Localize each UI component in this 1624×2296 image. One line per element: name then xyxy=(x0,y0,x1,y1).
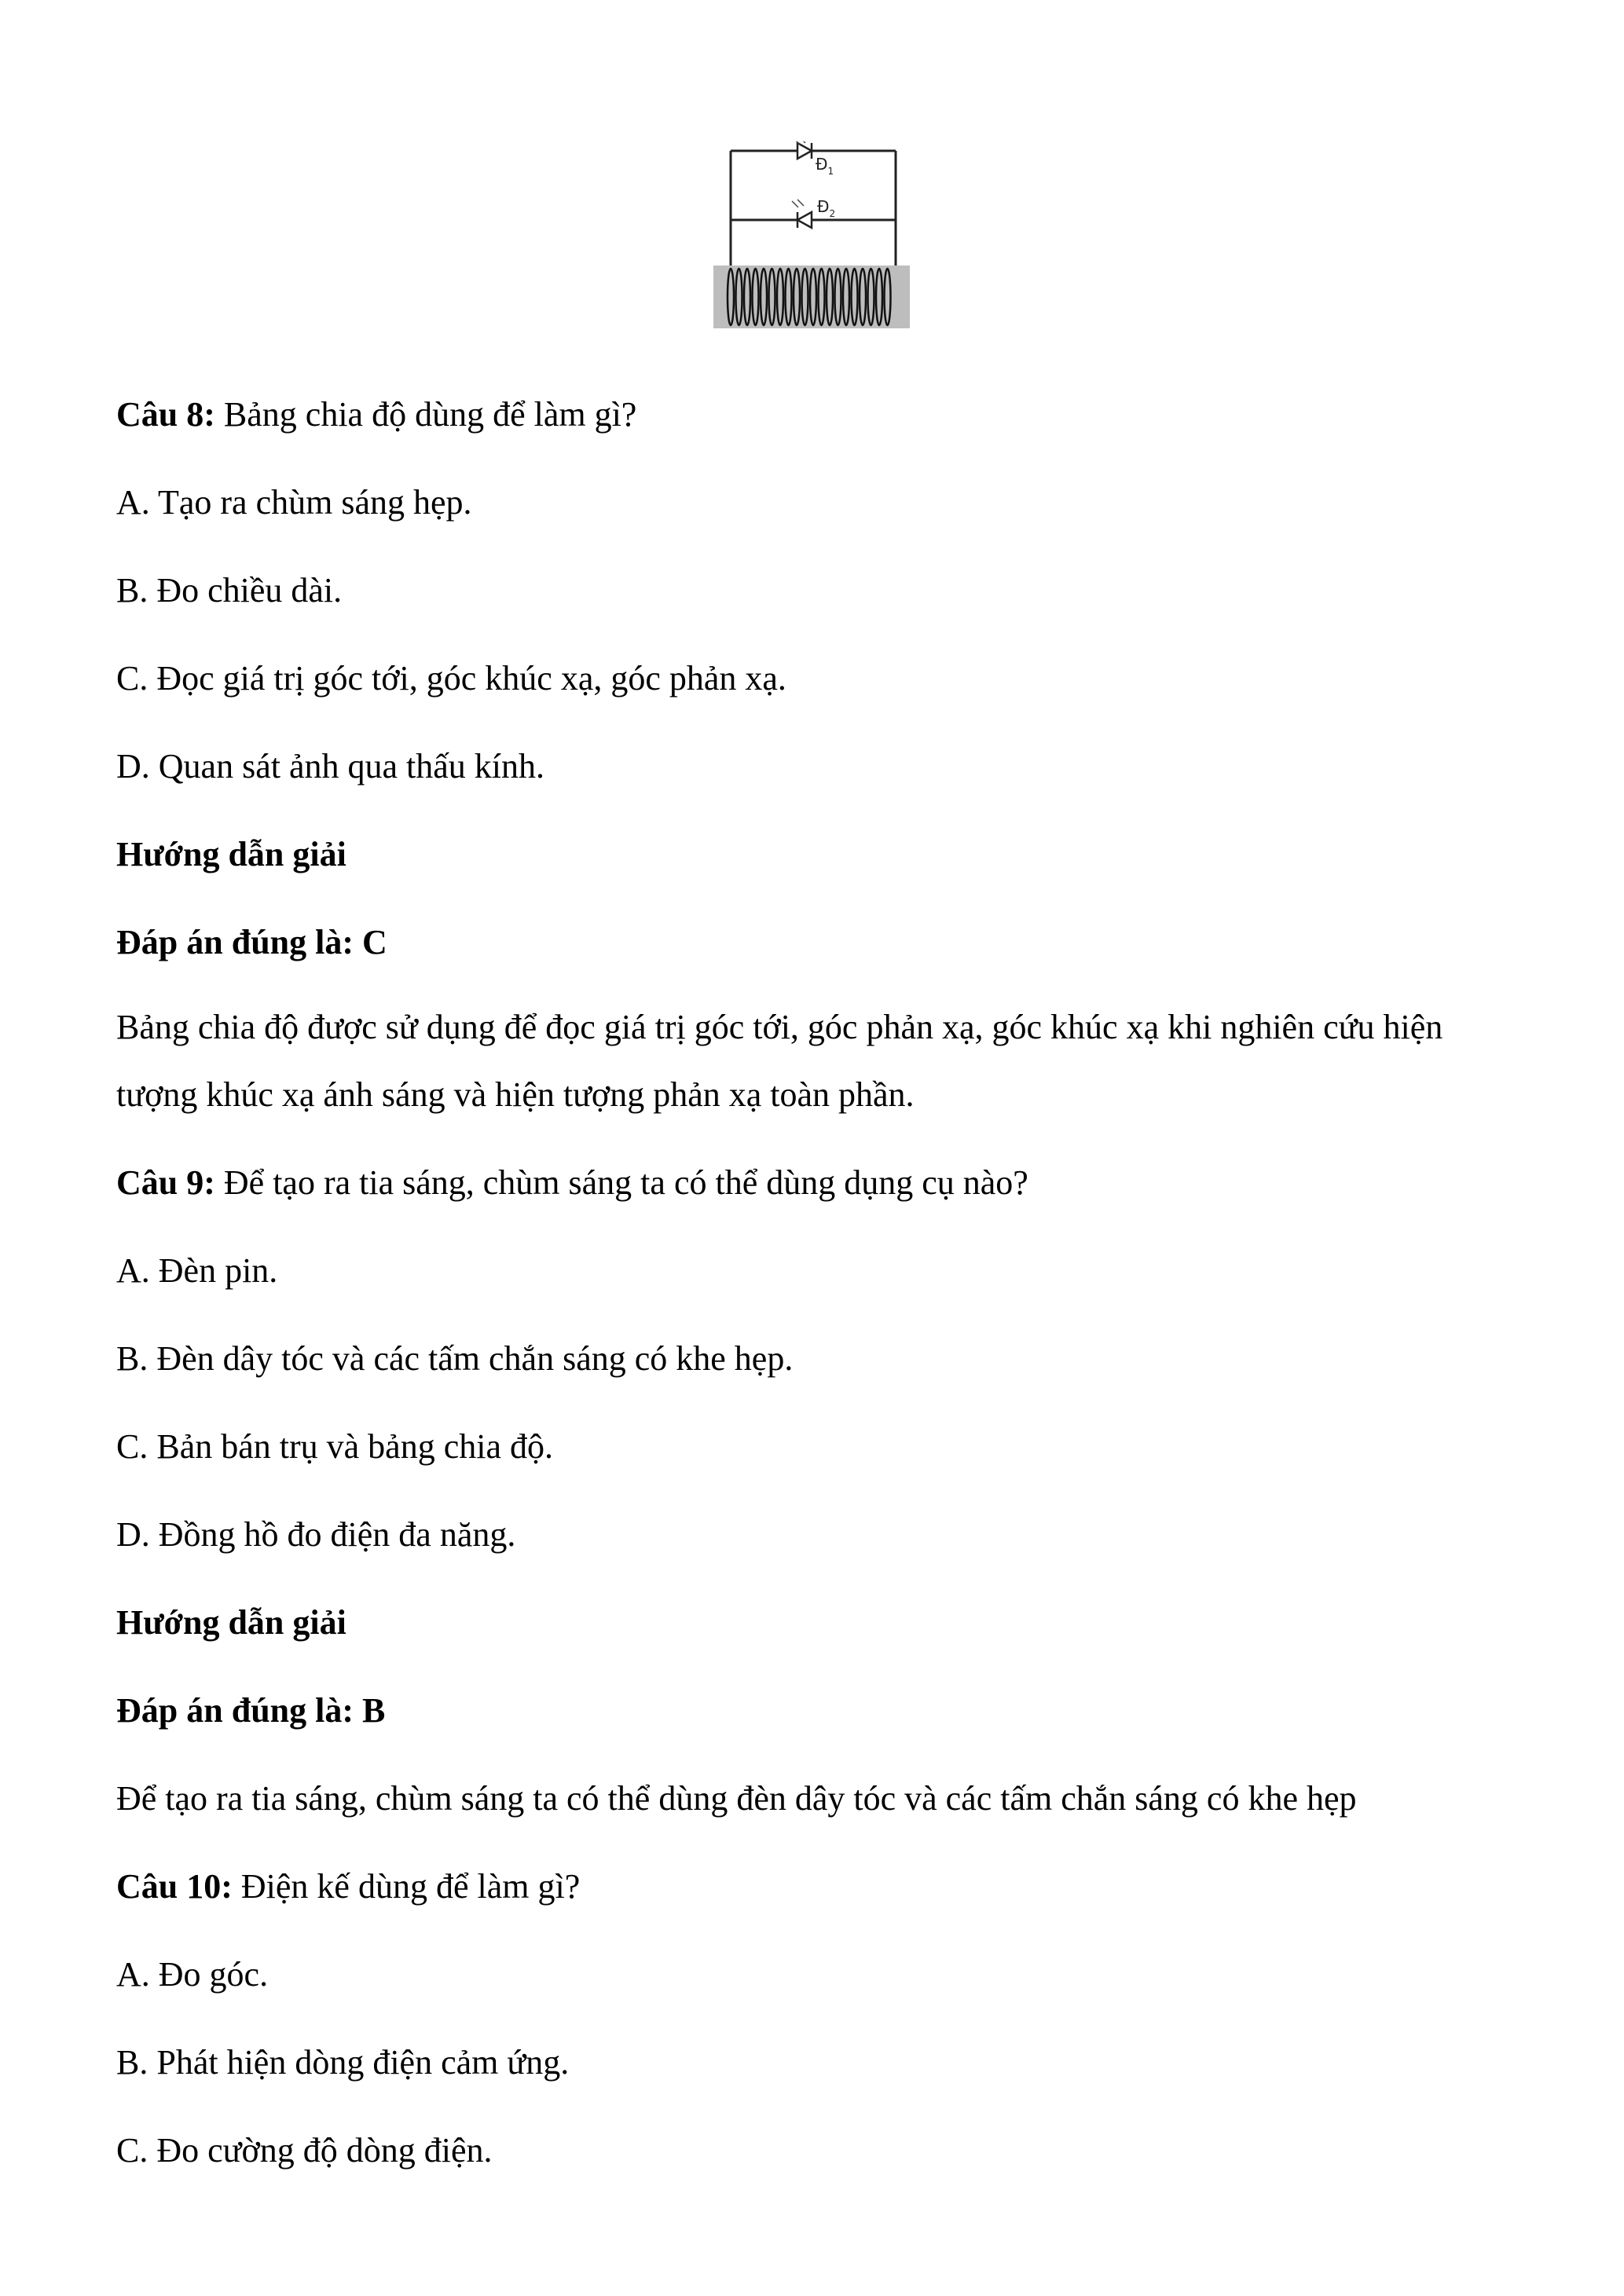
circuit-figure xyxy=(707,141,919,330)
q10-option-b: B. Phát hiện dòng điện cảm ứng. xyxy=(116,2043,570,2082)
q9-explanation: Để tạo ra tia sáng, chùm sáng ta có thể dùng đèn dây tóc và các tấm chắn sáng có khe hẹp xyxy=(116,1779,1357,1818)
q9-guide-heading: Hướng dẫn giải xyxy=(116,1603,346,1642)
q8-option-b: B. Đo chiều dài. xyxy=(116,571,343,610)
q8-option-d: D. Quan sát ảnh qua thấu kính. xyxy=(116,747,544,785)
label-d1: $Đ_1$ xyxy=(816,155,834,177)
q10-option-a: A. Đo góc. xyxy=(116,1955,269,1994)
q8-guide-heading: Hướng dẫn giải xyxy=(116,835,346,873)
q9-question: Câu 9: Để tạo ra tia sáng, chùm sáng ta có thể dùng dụng cụ nào? xyxy=(116,1163,1028,1202)
q9-option-a: A. Đèn pin. xyxy=(116,1251,278,1290)
q8-answer: Đáp án đúng là: C xyxy=(116,923,387,961)
circuit-diagram xyxy=(707,141,919,330)
q8-option-c: C. Đọc giá trị góc tới, góc khúc xạ, góc phản xạ. xyxy=(116,659,786,698)
q9-option-c: C. Bản bán trụ và bảng chia độ. xyxy=(116,1427,553,1466)
q10-question: Câu 10: Điện kế dùng để làm gì? xyxy=(116,1867,581,1906)
q9-answer: Đáp án đúng là: B xyxy=(116,1691,386,1730)
label-d2: $Đ_2$ xyxy=(817,197,836,219)
q8-question: Câu 8: Bảng chia độ dùng để làm gì? xyxy=(116,395,637,434)
q8-option-a: A. Tạo ra chùm sáng hẹp. xyxy=(116,483,472,522)
q9-option-b: B. Đèn dây tóc và các tấm chắn sáng có khe hẹp. xyxy=(116,1339,794,1378)
q8-explanation: Bảng chia độ được sử dụng để đọc giá trị góc tới, góc phản xạ, góc khúc xạ khi nghiên cứu hiện tượng khúc xạ ánh sáng và hiện tượng phản xạ toàn phần. xyxy=(116,1008,1443,1114)
q10-option-c: C. Đo cường độ dòng điện. xyxy=(116,2131,493,2170)
q9-option-d: D. Đồng hồ đo điện đa năng. xyxy=(116,1515,516,1554)
